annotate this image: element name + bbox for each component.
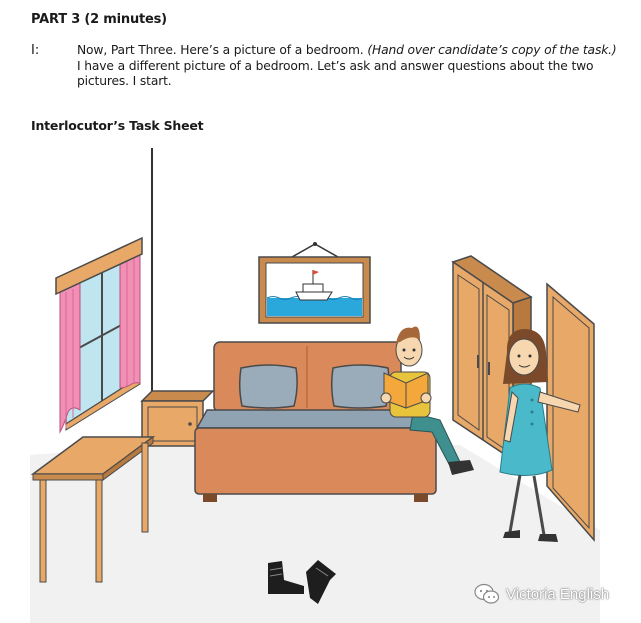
examiner-instruction (77, 43, 617, 90)
bedroom-illustration (0, 140, 641, 623)
part-title: PART 3 (2 minutes) (31, 12, 167, 27)
watermark (474, 583, 609, 605)
door-icon (547, 284, 594, 540)
instruction-text-1: Now, Part Three. Here’s a picture of a bedroom. (77, 43, 368, 57)
wechat-icon (474, 583, 500, 605)
watermark-text: Victoria English (506, 585, 610, 603)
pillow-left (240, 365, 297, 408)
bed-icon (195, 342, 436, 502)
speaker-label: I: (31, 43, 40, 58)
pillow-right (332, 365, 389, 408)
task-sheet-title: Interlocutor’s Task Sheet (31, 118, 204, 133)
framed-boat-picture-icon (259, 242, 370, 323)
instruction-text-2: I have a different picture of a bedroom. Let’s ask and answer questions about the two pictures. I start. (77, 58, 594, 88)
instruction-stage-direction: (Hand over candidate’s copy of the task.) (367, 43, 617, 57)
